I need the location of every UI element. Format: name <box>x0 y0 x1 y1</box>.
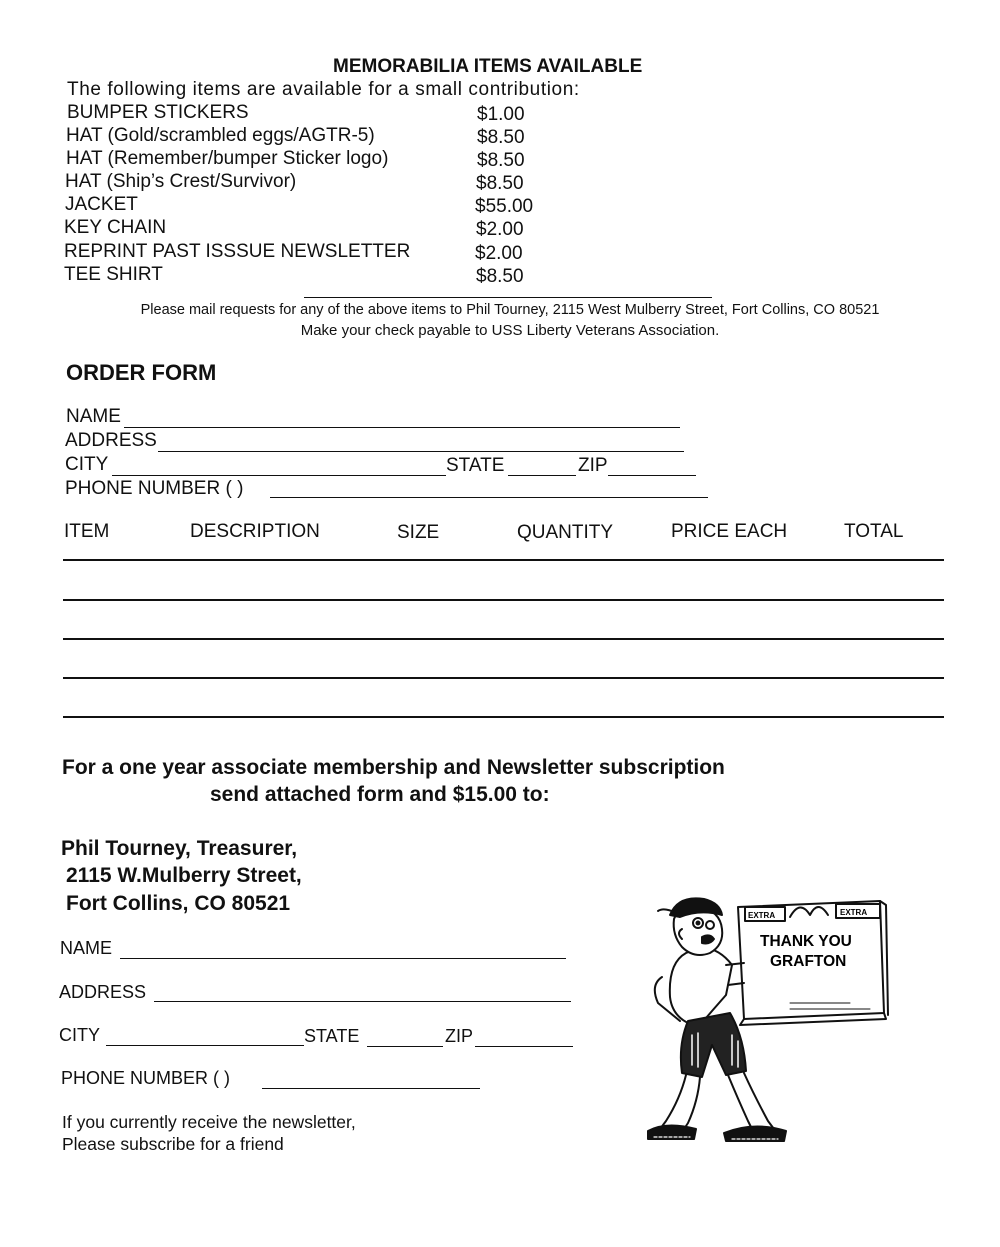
city-label: CITY <box>65 454 109 475</box>
column-header: TOTAL <box>844 521 904 542</box>
treasurer-name: Phil Tourney, Treasurer, <box>61 837 298 860</box>
name-label: NAME <box>66 406 121 427</box>
item-name: REPRINT PAST ISSSUE NEWSLETTER <box>64 241 411 262</box>
member-name-field[interactable] <box>120 958 566 959</box>
member-state-field[interactable] <box>367 1046 443 1047</box>
divider <box>304 297 712 298</box>
state-field[interactable] <box>508 475 576 476</box>
check-note: Make your check payable to USS Liberty Veterans Association. <box>300 322 720 339</box>
item-name: JACKET <box>65 194 138 215</box>
item-price: $8.50 <box>477 127 525 148</box>
member-address-label: ADDRESS <box>59 982 147 1002</box>
newsletter-note-line2: Please subscribe for a friend <box>62 1134 284 1154</box>
item-name: HAT (Gold/scrambled eggs/AGTR-5) <box>66 125 375 146</box>
grafton-cartoon <box>640 885 900 1150</box>
member-phone-label: PHONE NUMBER ( ) <box>61 1068 231 1088</box>
mail-note: Please mail requests for any of the above items to Phil Tourney, 2115 West Mulberry Street, Fort Collins, CO 80521 <box>140 302 880 318</box>
memorabilia-title: MEMORABILIA ITEMS AVAILABLE <box>333 56 643 77</box>
zip-field[interactable] <box>608 475 696 476</box>
member-phone-field[interactable] <box>262 1088 480 1089</box>
paper-label: EXTRA <box>840 908 868 917</box>
treasurer-street: 2115 W.Mulberry Street, <box>66 864 302 887</box>
order-row-line[interactable] <box>63 677 944 679</box>
member-zip-field[interactable] <box>475 1046 573 1047</box>
address-label: ADDRESS <box>65 430 157 451</box>
column-header: DESCRIPTION <box>190 521 320 542</box>
order-row-line[interactable] <box>63 559 944 561</box>
name-field[interactable] <box>124 427 680 428</box>
membership-line2: send attached form and $15.00 to: <box>210 783 550 806</box>
column-header: ITEM <box>64 521 110 542</box>
member-zip-label: ZIP <box>445 1026 474 1046</box>
member-address-field[interactable] <box>154 1001 571 1002</box>
column-header: PRICE EACH <box>671 521 788 542</box>
newsletter-note-line1: If you currently receive the newsletter, <box>62 1112 356 1132</box>
phone-field[interactable] <box>270 497 708 498</box>
item-name: HAT (Remember/bumper Sticker logo) <box>66 148 389 169</box>
newsboy-illustration <box>640 885 900 1150</box>
item-name: HAT (Ship’s Crest/Survivor) <box>65 171 297 192</box>
phone-label: PHONE NUMBER ( ) <box>65 478 244 499</box>
member-city-field[interactable] <box>106 1045 304 1046</box>
city-field[interactable] <box>112 475 446 476</box>
item-price: $1.00 <box>477 104 525 125</box>
sign-line1: THANK YOU <box>760 933 852 950</box>
sign-line2: GRAFTON <box>770 953 847 970</box>
item-name: KEY CHAIN <box>64 217 167 238</box>
order-form-heading: ORDER FORM <box>66 360 217 385</box>
member-name-label: NAME <box>60 938 113 958</box>
order-row-line[interactable] <box>63 638 944 640</box>
zip-label: ZIP <box>578 455 608 476</box>
order-row-line[interactable] <box>63 599 944 601</box>
item-price: $55.00 <box>475 196 534 217</box>
item-price: $8.50 <box>477 150 525 171</box>
item-name: TEE SHIRT <box>64 264 163 285</box>
treasurer-city: Fort Collins, CO 80521 <box>66 892 291 915</box>
item-price: $2.00 <box>475 243 523 264</box>
column-header: SIZE <box>397 522 440 543</box>
memorabilia-intro: The following items are available for a small contribution: <box>67 79 580 100</box>
member-state-label: STATE <box>304 1026 360 1046</box>
state-label: STATE <box>446 455 505 476</box>
paper-label: EXTRA <box>748 911 776 920</box>
address-field[interactable] <box>158 451 684 452</box>
item-price: $8.50 <box>476 173 524 194</box>
item-name: BUMPER STICKERS <box>67 102 249 123</box>
membership-line1: For a one year associate membership and Newsletter subscription <box>62 756 725 779</box>
column-header: QUANTITY <box>517 522 614 543</box>
member-city-label: CITY <box>59 1025 101 1045</box>
order-row-line[interactable] <box>63 716 944 718</box>
item-price: $8.50 <box>476 266 524 287</box>
item-price: $2.00 <box>476 219 524 240</box>
